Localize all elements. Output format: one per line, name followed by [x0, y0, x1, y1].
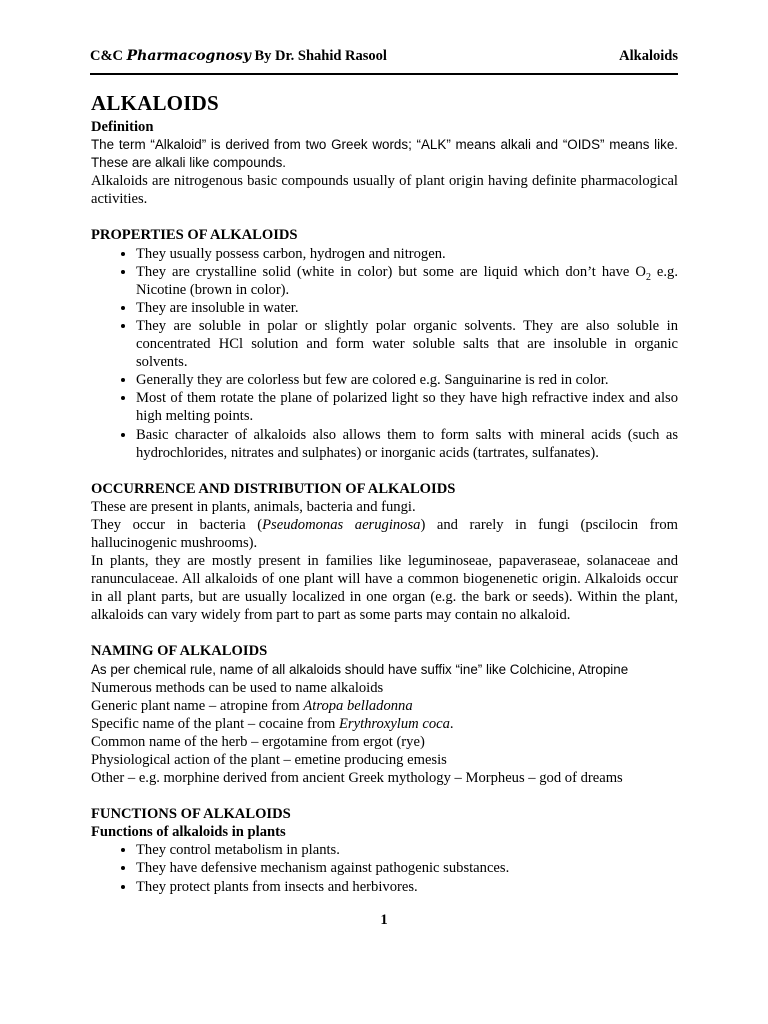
text-run: ) and rarely in fungi (pscilocin from hallucinogenic mushrooms).	[91, 516, 678, 551]
naming-line-2: Numerous methods can be used to name alkaloids	[91, 679, 384, 696]
header-section: Alkaloids	[619, 48, 678, 64]
list-item-text: e.g. Nicotine (brown in color).	[136, 263, 678, 298]
functions-subheading: Functions of alkaloids in plants	[91, 824, 286, 841]
subscript: 2	[645, 271, 651, 283]
text-run: They occur in bacteria (	[91, 516, 263, 533]
spacer	[91, 208, 678, 226]
header-author: By Dr. Shahid Rasool	[250, 48, 387, 64]
naming-line-3	[91, 697, 678, 715]
spacer	[91, 624, 678, 642]
naming-heading: NAMING OF ALKALOIDS	[91, 643, 268, 660]
definition-heading: Definition	[91, 119, 154, 135]
list-item: • Basic character of alkaloids also allows them to form salts with mineral acids (such as hydrochlorides, nitrates and sulphates) or inorganic acids (tartrates, sulfanates).	[136, 426, 678, 462]
list-item: • Most of them rotate the plane of polarized light so they have high refractive index and also high melting points.	[136, 389, 678, 425]
definition-paragraph-2: Alkaloids are nitrogenous basic compounds usually of plant origin having definite pharmacological activities.	[91, 173, 678, 208]
properties-heading: PROPERTIES OF ALKALOIDS	[91, 227, 298, 244]
naming-line-4	[91, 715, 678, 733]
list-item: • They have defensive mechanism against pathogenic substances.	[136, 859, 678, 877]
header-rule	[90, 73, 678, 75]
list-item: • They protect plants from insects and herbivores.	[136, 878, 678, 896]
text-run: Generic plant name – atropine from	[91, 697, 304, 714]
occurrence-paragraph-2	[91, 516, 678, 552]
naming-line-1: As per chemical rule, name of all alkaloids should have suffix “ine” like Colchicine, Atropine	[91, 661, 629, 677]
page-title: ALKALOIDS	[91, 91, 219, 115]
functions-heading: FUNCTIONS OF ALKALOIDS	[91, 806, 291, 823]
text-run: Specific name of the plant – cocaine from	[91, 715, 339, 732]
page-header	[90, 48, 678, 70]
list-item: • Generally they are colorless but few are colored e.g. Sanguinarine is red in color.	[136, 371, 678, 389]
spacer	[91, 787, 678, 805]
page-content	[91, 90, 678, 896]
species-name: Atropa belladonna	[303, 697, 413, 714]
page-number: 1	[380, 912, 388, 928]
definition-paragraph-1: The term “Alkaloid” is derived from two Greek words; “ALK” means alkali and “OIDS” means like. These are alkali like compounds.	[91, 137, 678, 171]
spacer	[91, 462, 678, 480]
occurrence-paragraph-1: These are present in plants, animals, bacteria and fungi.	[91, 498, 416, 515]
functions-list	[91, 841, 678, 895]
list-item: • They usually possess carbon, hydrogen and nitrogen.	[136, 245, 678, 263]
occurrence-paragraph-3: In plants, they are mostly present in families like leguminoseae, papaveraseae, solanaceae and ranunculaceae. All alkaloids of one plant will have a common biogenenetic origin. Alkaloids occur in all plant parts, but are usually localized in one organ (e.g. the bark or seeds). Within the plant, alkaloids can vary widely from part to part as some parts may contain no alkaloid.	[91, 553, 678, 624]
list-item	[136, 263, 678, 299]
naming-line-7: Other – e.g. morphine derived from ancient Greek mythology – Morpheus – god of dreams	[91, 770, 623, 787]
header-left	[90, 48, 387, 65]
properties-list	[91, 245, 678, 462]
list-item-text: They are crystalline solid (white in color) but some are liquid which don’t have O	[136, 263, 646, 280]
header-prefix: C&C	[90, 48, 127, 64]
text-run: .	[449, 715, 454, 732]
naming-line-5: Common name of the herb – ergotamine from ergot (rye)	[91, 733, 425, 750]
occurrence-heading: OCCURRENCE AND DISTRIBUTION OF ALKALOIDS	[91, 480, 456, 497]
list-item: • They are insoluble in water.	[136, 299, 678, 317]
list-item: • They are soluble in polar or slightly polar organic solvents. They are also soluble in concentrated HCl solution and form water soluble salts that are insoluble in organic solvents.	[136, 317, 678, 371]
header-journal: Pharmacognosy	[126, 48, 251, 64]
naming-line-6: Physiological action of the plant – emetine producing emesis	[91, 752, 447, 768]
list-item: • They control metabolism in plants.	[136, 841, 678, 859]
species-name: Erythroxylum coca	[339, 715, 450, 732]
species-name: Pseudomonas aeruginosa	[262, 516, 421, 533]
